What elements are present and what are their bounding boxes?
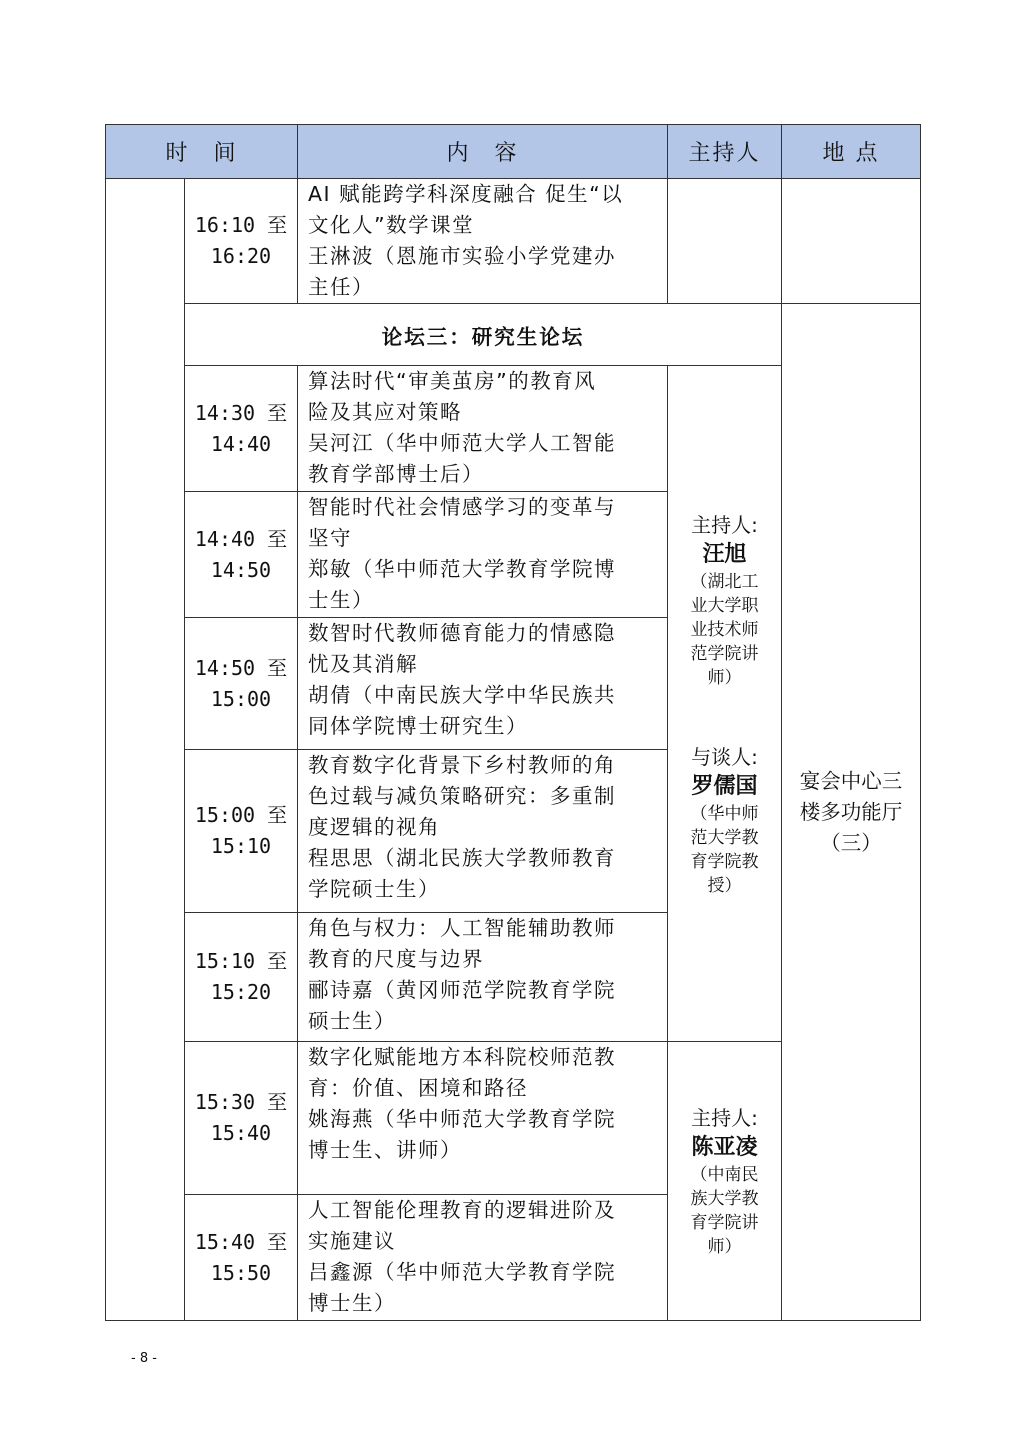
content-cell: 教育数字化背景下乡村教师的角 色过载与减负策略研究：多重制 度逻辑的视角 程思思（湖北民族大学教师教育 学院硕士生） <box>298 750 668 913</box>
time-cell: 15:40 至 15:50 <box>185 1195 298 1321</box>
discussant-affiliation: （华中师 范大学教 育学院教 授） <box>690 803 759 896</box>
header-content: 内 容 <box>298 125 668 179</box>
forum-title-row <box>106 304 921 366</box>
content-cell: 算法时代“审美茧房”的教育风 险及其应对策略 吴河江（华中师范大学人工智能 教育学部博士后） <box>298 366 668 492</box>
content-cell: 数智时代教师德育能力的情感隐 忧及其消解 胡倩（中南民族大学中华民族共 同体学院博士研究生） <box>298 618 668 750</box>
host-name: 汪旭 <box>702 541 747 567</box>
host-affiliation: （中南民 族大学教 育学院讲 师） <box>690 1165 759 1257</box>
time-cell: 15:10 至 15:20 <box>185 913 298 1042</box>
content-cell: 智能时代社会情感学习的变革与 坚守 郑敏（华中师范大学教育学院博 士生） <box>298 492 668 618</box>
host-cell-group-1 <box>668 366 782 1042</box>
schedule-table <box>105 124 921 1321</box>
header-host: 主持人 <box>668 125 782 179</box>
host-role-label: 主持人: <box>691 1106 758 1130</box>
table-row <box>106 179 921 304</box>
time-cell: 16:10 至 16:20 <box>185 179 298 304</box>
host-cell-group-2 <box>668 1042 782 1321</box>
page-number: - 8 - <box>131 1351 157 1366</box>
header-time: 时 间 <box>106 125 298 179</box>
host-block <box>676 1103 773 1259</box>
discussant-role-label: 与谈人: <box>691 744 758 769</box>
forum-title: 论坛三：研究生论坛 <box>185 304 782 366</box>
time-cell: 14:40 至 14:50 <box>185 492 298 618</box>
host-affiliation: （湖北工 业大学职 业技术师 范学院讲 师） <box>690 571 759 688</box>
empty-venue-cell <box>782 179 921 304</box>
content-cell: 数字化赋能地方本科院校师范教 育：价值、困境和路径 姚海燕（华中师范大学教育学院 博士生、讲师） <box>298 1042 668 1195</box>
time-cell: 14:50 至 15:00 <box>185 618 298 750</box>
content-cell: 人工智能伦理教育的逻辑进阶及 实施建议 吕鑫源（华中师范大学教育学院 博士生） <box>298 1195 668 1321</box>
empty-host-cell <box>668 179 782 304</box>
host-block <box>676 510 773 690</box>
time-cell: 15:30 至 15:40 <box>185 1042 298 1195</box>
time-cell: 15:00 至 15:10 <box>185 750 298 913</box>
discussant-name: 罗儒国 <box>691 773 758 799</box>
host-role-label: 主持人: <box>691 512 758 537</box>
time-cell: 14:30 至 14:40 <box>185 366 298 492</box>
venue-cell: 宴会中心三 楼多功能厅 （三） <box>782 304 921 1321</box>
header-venue: 地 点 <box>782 125 921 179</box>
discussant-block <box>676 742 773 898</box>
content-cell: AI 赋能跨学科深度融合 促生“以 文化人”数学课堂 王淋波（恩施市实验小学党建办 主任） <box>298 179 668 304</box>
empty-left-column <box>106 179 185 1321</box>
content-cell: 角色与权力：人工智能辅助教师 教育的尺度与边界 郦诗嘉（黄冈师范学院教育学院 硕士生） <box>298 913 668 1042</box>
host-name: 陈亚凌 <box>691 1135 758 1160</box>
header-row <box>106 125 921 179</box>
